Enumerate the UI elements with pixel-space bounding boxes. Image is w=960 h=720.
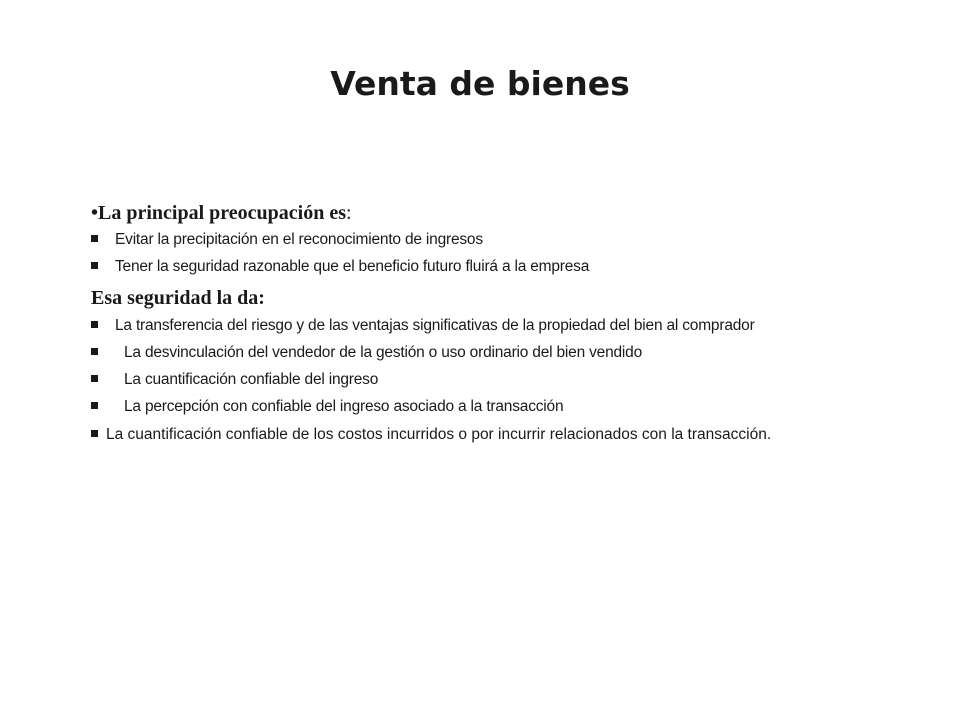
list-item-text: Evitar la precipitación en el reconocimiento de ingresos [115, 231, 483, 248]
square-bullet-icon [91, 430, 98, 437]
slide-title: Venta de bienes [330, 64, 630, 103]
list-item-text: Tener la seguridad razonable que el beneficio futuro fluirá a la empresa [115, 258, 590, 275]
square-bullet-icon [91, 348, 98, 355]
list-item [91, 424, 913, 445]
square-bullet-icon [91, 321, 98, 328]
list-item [91, 343, 913, 362]
list-item [91, 370, 913, 389]
list-item [91, 397, 913, 416]
list-item [91, 316, 913, 335]
list-item-text: La cuantificación confiable del ingreso [124, 371, 379, 388]
square-bullet-icon [91, 402, 98, 409]
section-heading-concern [91, 199, 913, 227]
slide-body [91, 199, 913, 453]
list-item-text: La cuantificación confiable de los costos incurridos o por incurrir relacionados con la transacción. [106, 426, 772, 443]
list-item-text: La desvinculación del vendedor de la gestión o uso ordinario del bien vendido [124, 344, 643, 361]
list-item [91, 257, 913, 276]
section-heading-concern-text: •La principal preocupación es [91, 202, 346, 224]
square-bullet-icon [91, 375, 98, 382]
section-heading-concern-colon: : [346, 202, 352, 224]
list-item-text: La percepción con confiable del ingreso asociado a la transacción [124, 398, 564, 415]
section-heading-security: Esa seguridad la da: [91, 287, 265, 309]
square-bullet-icon [91, 262, 98, 269]
square-bullet-icon [91, 235, 98, 242]
list-item-text: La transferencia del riesgo y de las ventajas significativas de la propiedad del bien al comprador [115, 317, 755, 334]
list-item [91, 230, 913, 249]
